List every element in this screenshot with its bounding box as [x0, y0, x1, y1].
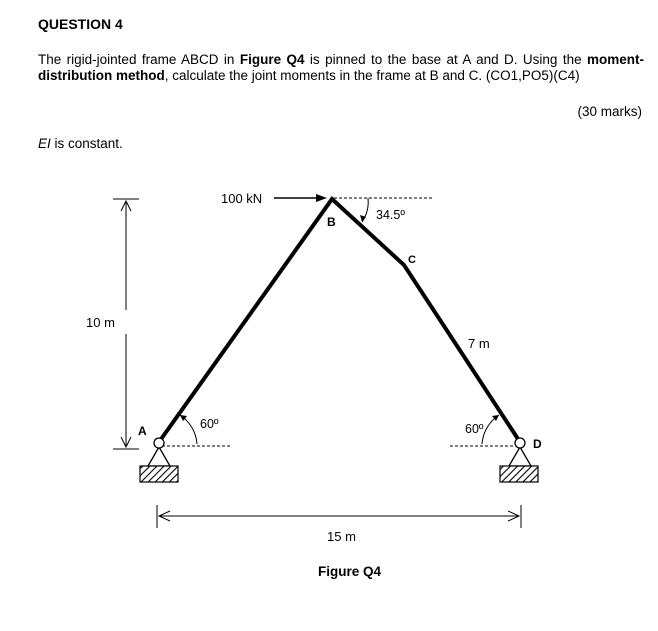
figure-caption: Figure Q4: [318, 564, 382, 579]
node-label-c: C: [408, 254, 416, 266]
frame-members: [159, 199, 520, 442]
question-text-part-3: , calculate the joint moments in the frame at B and C. (CO1,PO5)(C4): [164, 68, 580, 83]
node-label-d: D: [533, 437, 542, 451]
node-label-a: A: [138, 424, 147, 438]
height-label: 10 m: [86, 315, 115, 330]
ei-symbol: EI: [38, 136, 51, 151]
method-name: moment-distribution method: [38, 52, 644, 83]
angle-label-d: 60º: [465, 422, 484, 436]
figure-reference: Figure Q4: [239, 52, 305, 67]
question-text-part-1: The rigid-jointed frame ABCD in: [38, 52, 240, 67]
question-heading: QUESTION 4: [38, 16, 123, 32]
load-label: 100 kN: [221, 191, 263, 206]
question-text-part-2: is pinned to the base at A and D. Using the: [304, 52, 587, 67]
ei-text: is constant.: [50, 136, 123, 151]
pin-support-a: [140, 438, 178, 482]
member-cd-label: 7 m: [468, 336, 490, 351]
angle-label-b: 34.5º: [376, 208, 405, 222]
node-label-b: B: [327, 215, 336, 229]
angle-label-a: 60º: [200, 417, 219, 431]
marks-label: (30 marks): [577, 104, 642, 119]
load-arrowhead: [316, 194, 327, 202]
span-label: 15 m: [327, 529, 356, 544]
